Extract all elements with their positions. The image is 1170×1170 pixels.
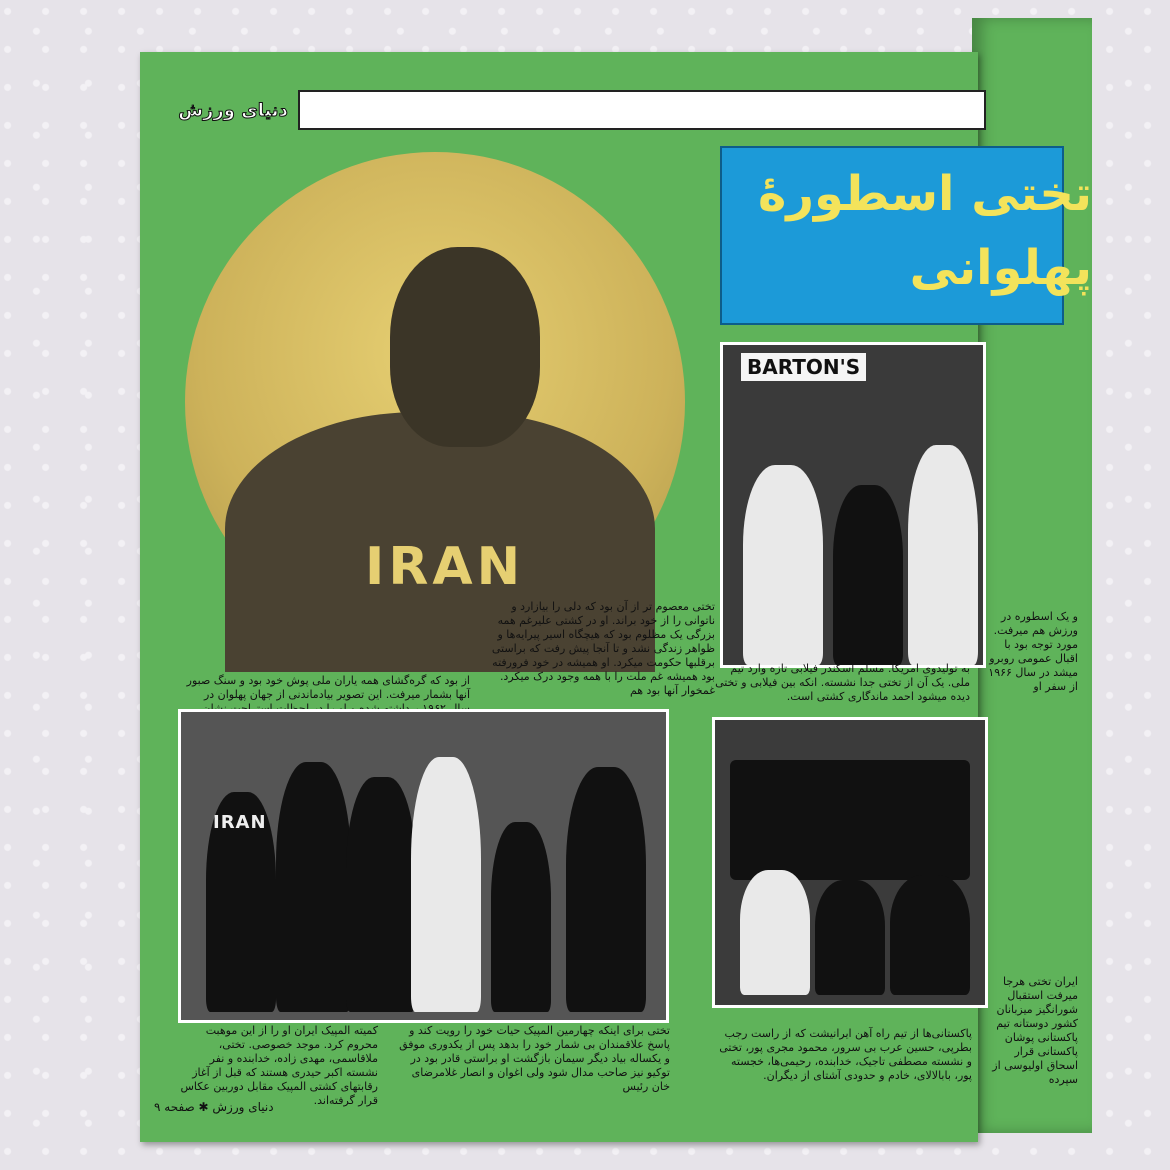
team-figure-3 [346, 777, 416, 1012]
right-col-caption: و یک اسطوره در ورزش هم میرفت. مورد توجه بود با اقبال عمومی روبرو میشد در سال ۱۹۶۶ از سفر او [988, 610, 1078, 693]
barton-caption: به تولیدوی امریکا. مسلم اسکندر فیلابی تازه وارد تیم ملی. یک آن از تختی جدا نشسته. انکه بین فیلابی و تختی دیده میشود احمد ماندگاری کشتی است. [715, 662, 970, 703]
portrait-caption-left: از بود که گره‌گشای همه یاران ملی پوش خود بود و سنگ صبور آنها بشمار میرفت. این تصویر بیادماندنی از جهان پهلوان در [186, 674, 470, 701]
barton-photo [720, 342, 986, 668]
barton-sign: BARTON'S [741, 353, 866, 381]
portrait-head [390, 247, 540, 447]
pakistan-crowd [730, 760, 970, 880]
pakistan-figure-3 [890, 875, 970, 995]
masthead-bar [298, 90, 986, 130]
pakistan-figure-1 [740, 870, 810, 995]
pakistan-photo [712, 717, 988, 1008]
far-right-caption: ایران تختی هرجا میرفت استقبال شورانگیز میزبانان کشور دوستانه تیم پاکستانی پوشان پاکستانی قرار اسحاق اولیوسی از سپرده [992, 975, 1078, 1086]
team-figure-6 [566, 767, 646, 1012]
pakistan-caption: پاکستانی‌ها از تیم راه آهن ایرانیشت که از راست رجب بطرپی، حسین عرب بی سرور، محمود مجری پور، تختی و نشسته مصطفی تاجیک، خدابنده، رحیمی‌ها، خجسته پور، بابالالای، خادم و حدودی آشتای از دیگران. [719, 1027, 972, 1082]
portrait-shirt-text: IRAN [365, 537, 525, 597]
title-line-2: پهلوانی [909, 240, 1092, 296]
team-jersey-text: IRAN [213, 812, 267, 833]
team-photo [178, 709, 669, 1023]
barton-figure-3 [908, 445, 978, 665]
portrait-photo [185, 152, 685, 652]
team-figure-5 [491, 822, 551, 1012]
title-box [720, 146, 1092, 325]
masthead-logo: دنیای ورزش [168, 93, 298, 127]
page-footer: دنیای ورزش ✱ صفحه ۹ [154, 1100, 274, 1114]
team-caption-left: تختی برای اینکه چهارمین المپیک حیات خود را رویت کند و پاسخ علاقمندان بی شمار خود را بدهد پس از یکدوری موفق و یکساله بیاد دیگر سیمان بازگشت او براستی قادر بود در توکیو نیز صاحب مدال شود ولی اغوان و انصار غلامرضای خان رئیس [399, 1024, 670, 1093]
portrait-caption-right: تختی معصوم تر از آن بود که دلی را بیازارد و ناتوانی را از خود براند. او در کشتی علیرغم همه بزرگی یک مظلوم بود که هیچگاه اسیر پیرایه‌ها و ظواهر زندگی نشد و تا آنجا پیش رفت که براستی برقلبها حکومت میکرد. او همیشه در خود فرورفته بود همیشه غم ملت را با همه وجود درک میکرد. غمخوار آنها بود هم [491, 600, 715, 697]
masthead [168, 90, 986, 130]
title-line-1: تختی اسطورهٔ [758, 166, 1092, 222]
barton-figure-2 [833, 485, 903, 665]
team-figure-4 [411, 757, 481, 1012]
barton-figure-1 [743, 465, 823, 665]
pakistan-figure-2 [815, 880, 885, 995]
team-caption-right: کمیته المپیک ایران او را از این موهبت محروم کرد. موجد خصوصی. تختی، ملاقاسمی، مهدی زاده، خدابنده و نفر نشسته اکبر حیدری هستند که قبل از آغاز رقابتهای کشتی المپیک مقابل دوربین عکاس قرار گرفته‌اند. [180, 1024, 378, 1107]
team-figure-2 [276, 762, 351, 1012]
